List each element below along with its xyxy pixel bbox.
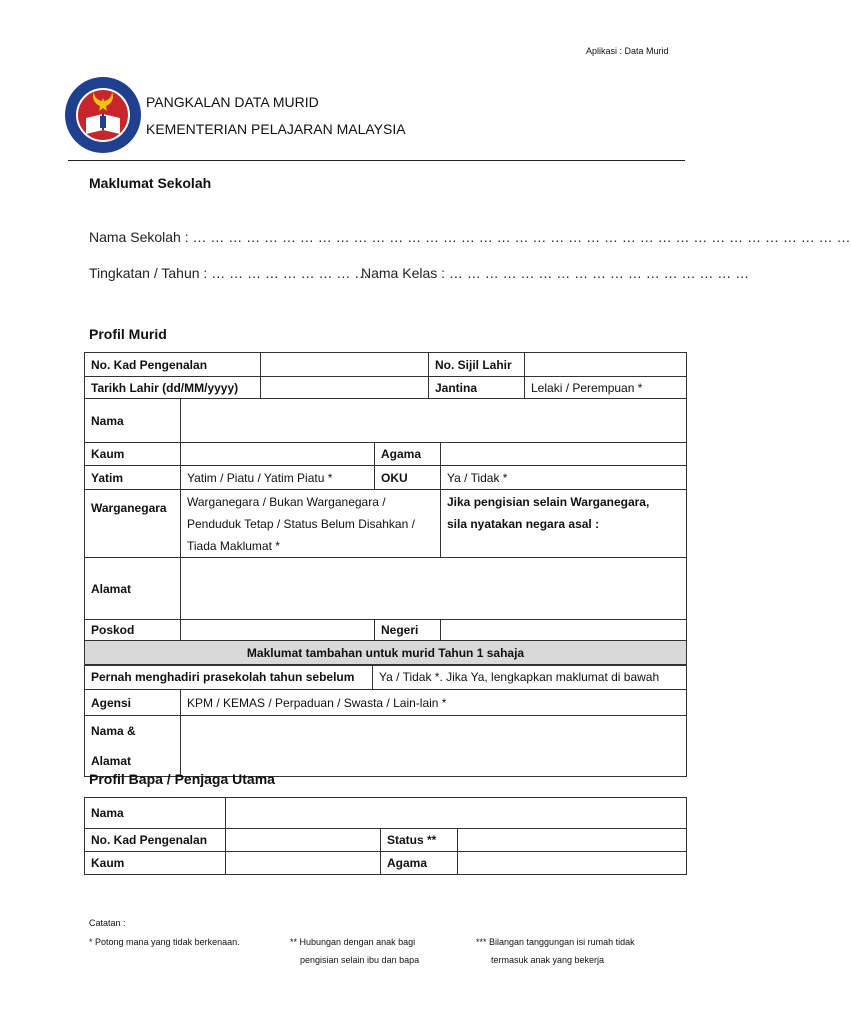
bapa-label-kad-pengenalan: No. Kad Pengenalan (85, 829, 226, 852)
bapa-input-nama[interactable] (226, 798, 687, 829)
bapa-label-nama: Nama (85, 798, 226, 829)
catatan-note-3-line-1: *** Bilangan tanggungan isi rumah tidak (476, 937, 635, 947)
label-nama-alamat (85, 716, 181, 777)
input-tarikh-lahir[interactable] (261, 377, 429, 399)
input-sijil-lahir[interactable] (525, 353, 687, 377)
bapa-input-kad-pengenalan[interactable] (226, 829, 381, 852)
section-heading-profil-bapa: Profil Bapa / Penjaga Utama (89, 771, 275, 787)
tambahan-heading: Maklumat tambahan untuk murid Tahun 1 sahaja (85, 641, 687, 666)
label-kad-pengenalan: No. Kad Pengenalan (85, 353, 261, 377)
label-nama: Nama (85, 399, 181, 443)
input-agama[interactable] (441, 443, 687, 466)
murid-detail-table (84, 398, 687, 666)
oku-options[interactable]: Ya / Tidak * (441, 466, 687, 490)
label-poskod: Poskod (85, 620, 181, 641)
bapa-label-agama: Agama (381, 852, 458, 875)
murid-id-table (84, 352, 687, 399)
input-poskod[interactable] (181, 620, 375, 641)
warganegara-options-line-1: Warganegara / Bukan Warganegara / (187, 495, 386, 509)
label-nama-alamat-line-2: Alamat (91, 754, 132, 768)
bapa-input-status[interactable] (458, 829, 687, 852)
label-agama: Agama (375, 443, 441, 466)
label-oku: OKU (375, 466, 441, 490)
catatan-note-1: * Potong mana yang tidak berkenaan. (89, 937, 240, 947)
label-jantina: Jantina (429, 377, 525, 399)
nama-sekolah-field[interactable]: Nama Sekolah : … … … … … … … … … … … … … … … … … … … … … … … … … … … … … … … … … … … … … (89, 229, 851, 245)
label-warganegara: Warganegara (85, 490, 181, 558)
label-kaum: Kaum (85, 443, 181, 466)
section-heading-sekolah: Maklumat Sekolah (89, 175, 212, 191)
bapa-table (84, 797, 687, 875)
input-kad-pengenalan[interactable] (261, 353, 429, 377)
yatim-options[interactable]: Yatim / Piatu / Yatim Piatu * (181, 466, 375, 490)
jantina-options[interactable]: Lelaki / Perempuan * (525, 377, 687, 399)
label-alamat: Alamat (85, 558, 181, 620)
catatan-note-2-line-2: pengisian selain ibu dan bapa (300, 955, 420, 965)
label-nama-alamat-line-1: Nama & (91, 724, 136, 738)
header-divider (68, 160, 685, 161)
warganegara-options[interactable] (181, 490, 441, 558)
catatan-heading: Catatan : (89, 918, 126, 928)
catatan-note-3-line-2: termasuk anak yang bekerja (491, 955, 605, 965)
warganegara-options-line-2: Penduduk Tetap / Status Belum Disahkan / (187, 517, 415, 531)
app-label: Aplikasi : Data Murid (586, 46, 669, 56)
section-heading-profil-murid: Profil Murid (89, 326, 167, 342)
label-yatim: Yatim (85, 466, 181, 490)
warganegara-note-line-1: Jika pengisian selain Warganegara, (447, 495, 650, 509)
prasekolah-table (84, 664, 687, 777)
bapa-input-kaum[interactable] (226, 852, 381, 875)
input-nama-alamat[interactable] (181, 716, 687, 777)
tingkatan-field[interactable]: Tingkatan / Tahun : … … … … … … … … … (89, 265, 369, 281)
label-tarikh-lahir: Tarikh Lahir (dd/MM/yyyy) (85, 377, 261, 399)
input-negeri[interactable] (441, 620, 687, 641)
label-negeri: Negeri (375, 620, 441, 641)
label-sijil-lahir: No. Sijil Lahir (429, 353, 525, 377)
input-kaum[interactable] (181, 443, 375, 466)
bapa-input-agama[interactable] (458, 852, 687, 875)
title-line-2: KEMENTERIAN PELAJARAN MALAYSIA (146, 121, 406, 137)
agensi-options[interactable]: KPM / KEMAS / Perpaduan / Swasta / Lain-lain * (181, 690, 687, 716)
input-nama[interactable] (181, 399, 687, 443)
nama-kelas-field[interactable]: Nama Kelas : … … … … … … … … … … … … … … … … … (361, 265, 750, 281)
ministry-logo (64, 76, 142, 154)
input-alamat[interactable] (181, 558, 687, 620)
warganegara-options-line-3: Tiada Maklumat * (187, 539, 280, 553)
warganegara-note[interactable] (441, 490, 687, 558)
bapa-label-status: Status ** (381, 829, 458, 852)
label-agensi: Agensi (85, 690, 181, 716)
catatan-note-2-line-1: ** Hubungan dengan anak bagi (290, 937, 416, 947)
bapa-label-kaum: Kaum (85, 852, 226, 875)
prasekolah-options[interactable]: Ya / Tidak *. Jika Ya, lengkapkan maklumat di bawah (373, 665, 687, 690)
label-prasekolah: Pernah menghadiri prasekolah tahun sebelum (85, 665, 373, 690)
title-line-1: PANGKALAN DATA MURID (146, 94, 319, 110)
warganegara-note-line-2: sila nyatakan negara asal : (447, 517, 600, 531)
